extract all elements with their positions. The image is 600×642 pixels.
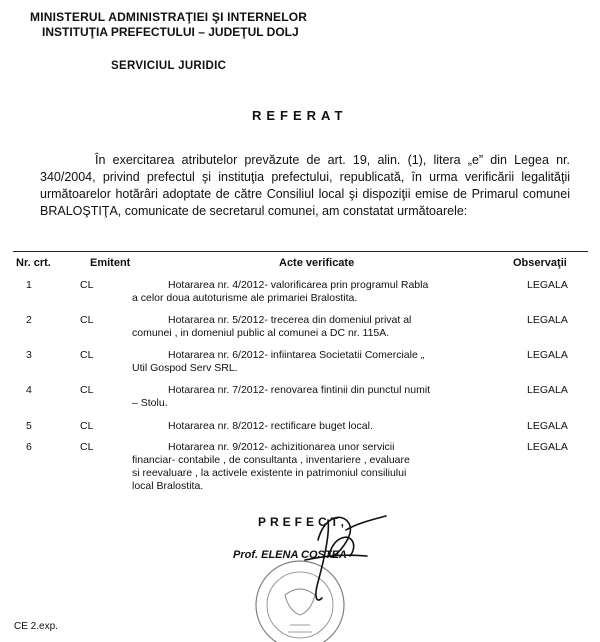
- act-line: Hotararea nr. 6/2012- infiintarea Societatii Comerciale „: [168, 349, 425, 361]
- table-header-rule: [13, 251, 588, 252]
- row-act-description: [132, 420, 502, 433]
- row-emitent: CL: [80, 384, 94, 396]
- row-observatii: LEGALA: [527, 279, 568, 291]
- row-number: 2: [26, 314, 32, 326]
- row-observatii: LEGALA: [527, 384, 568, 396]
- row-act-description: [132, 314, 502, 340]
- row-number: 4: [26, 384, 32, 396]
- act-line: local Bralostita.: [132, 480, 204, 492]
- row-number: 3: [26, 349, 32, 361]
- row-emitent: CL: [80, 441, 94, 453]
- act-line: Hotararea nr. 8/2012- rectificare buget local.: [168, 420, 373, 432]
- footer-code: CE 2.exp.: [14, 621, 58, 632]
- row-number: 1: [26, 279, 32, 291]
- act-line: financiar- contabile , de consultanta , inventariere , evaluare: [132, 454, 410, 466]
- row-number: 6: [26, 441, 32, 453]
- row-number: 5: [26, 420, 32, 432]
- institution-name: INSTITUŢIA PREFECTULUI – JUDEŢUL DOLJ: [42, 25, 299, 39]
- col-header-nr: Nr. crt.: [16, 257, 51, 269]
- row-act-description: [132, 349, 502, 375]
- row-emitent: CL: [80, 314, 94, 326]
- row-observatii: LEGALA: [527, 349, 568, 361]
- act-line: comunei , in domeniul public al comunei a DC nr. 115A.: [132, 327, 390, 339]
- row-emitent: CL: [80, 420, 94, 432]
- row-observatii: LEGALA: [527, 314, 568, 326]
- act-line: Hotararea nr. 7/2012- renovarea fintinii din punctul numit: [168, 384, 431, 396]
- act-line: Util Gospod Serv SRL.: [132, 362, 238, 374]
- prefect-title: PREFECT,: [258, 515, 349, 529]
- row-observatii: LEGALA: [527, 441, 568, 453]
- document-title: REFERAT: [252, 108, 348, 123]
- intro-paragraph: În exercitarea atributelor prevăzute de art. 19, alin. (1), litera „e” din Legea nr. 340/2004, privind prefectul şi instituţia prefectului, republicată, în urma verificării legalităţii următoarelor hotărâri adoptate de către Consiliul local şi dispoziţii emise de Primarul comunei BRALOŞTIŢA, comunicate de secretarul comunei, am constatat următoarele:: [40, 153, 570, 218]
- row-emitent: CL: [80, 279, 94, 291]
- act-line: si reevaluare , la activele existente in patrimoniul consiliului: [132, 467, 407, 479]
- col-header-acte: Acte verificate: [279, 257, 355, 269]
- act-line: Hotararea nr. 5/2012- trecerea din domeniul privat al: [168, 314, 412, 326]
- act-line: a celor doua autoturisme ale primariei Bralostita.: [132, 292, 358, 304]
- service-name: SERVICIUL JURIDIC: [111, 60, 227, 72]
- row-observatii: LEGALA: [527, 420, 568, 432]
- act-line: – Stolu.: [132, 397, 168, 409]
- act-line: Hotararea nr. 4/2012- valorificarea prin programul Rabla: [168, 279, 429, 291]
- row-act-description: [132, 441, 502, 493]
- row-act-description: [132, 279, 502, 305]
- prefect-name: Prof. ELENA COSTEA: [233, 549, 347, 561]
- col-header-observatii: Observaţii: [513, 257, 567, 269]
- row-act-description: [132, 384, 502, 410]
- row-emitent: CL: [80, 349, 94, 361]
- ministry-name: MINISTERUL ADMINISTRAŢIEI ŞI INTERNELOR: [30, 10, 308, 24]
- act-line: Hotararea nr. 9/2012- achizitionarea unor servicii: [168, 441, 395, 453]
- col-header-emitent: Emitent: [90, 257, 131, 269]
- stamp-seal: [256, 561, 344, 642]
